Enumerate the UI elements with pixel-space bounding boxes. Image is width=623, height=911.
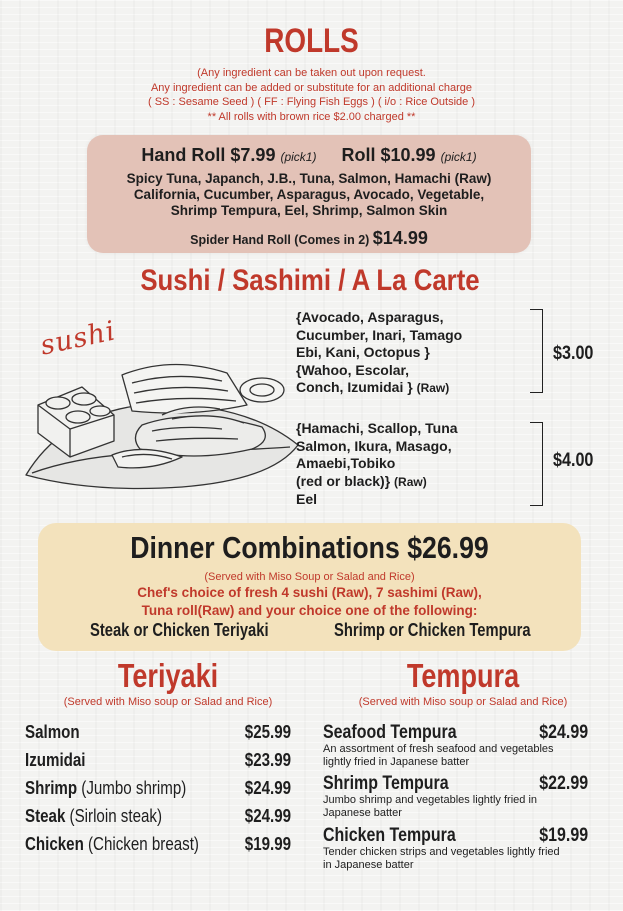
teriyaki-item-name: Shrimp (25, 778, 78, 798)
teriyaki-item-detail: (Jumbo shrimp) (77, 778, 187, 798)
teriyaki-item-detail: (Sirloin steak) (65, 806, 162, 826)
rolls-note: Any ingredient can be added or substitute for an additional charge (150, 81, 473, 94)
spider-price: $14.99 (372, 228, 428, 248)
sushi-group-line: Salmon, Ikura, Masago, (296, 437, 452, 454)
dinner-desc-line: Chef's choice of fresh 4 sushi (Raw), 7 sashimi (Raw), (137, 585, 482, 600)
rolls-notes (0, 66, 623, 124)
sushi-group-line: {Hamachi, Scallop, Tuna (296, 420, 458, 436)
roll-price: $10.99 (380, 145, 436, 165)
dinner-subtitle: (Served with Miso Soup or Salad and Rice) (204, 571, 415, 583)
dinner-option-2: Shrimp or Chicken Tempura (334, 620, 531, 640)
teriyaki-item-price: $23.99 (244, 750, 291, 770)
dinner-option-1: Steak or Chicken Teriyaki (90, 620, 269, 640)
sushi-group-line: Eel (296, 491, 318, 507)
price-bracket (530, 422, 543, 506)
hand-roll-header (87, 145, 531, 166)
teriyaki-item-price: $25.99 (244, 722, 291, 742)
roll-pick: (pick1) (440, 150, 477, 164)
teriyaki-item-name: Izumidai (25, 750, 86, 770)
roll-items (87, 171, 531, 219)
hand-roll-pick: (pick1) (280, 150, 317, 164)
dinner-title: Dinner Combinations $26.99 (130, 530, 489, 565)
teriyaki-item-price: $24.99 (244, 806, 291, 826)
tempura-item-name: Chicken Tempura (323, 825, 456, 846)
price-bracket (530, 309, 543, 393)
tempura-title: Tempura (406, 657, 520, 694)
rolls-note: ( SS : Sesame Seed ) ( FF : Flying Fish Eggs ) ( i/o : Rice Outside ) (147, 96, 476, 108)
teriyaki-item (25, 722, 291, 748)
rolls-note: (Any ingredient can be taken out upon request. (197, 67, 426, 79)
teriyaki-item-name: Chicken (25, 834, 84, 854)
teriyaki-item-price: $24.99 (244, 778, 291, 798)
sushi-group-line: Cucumber, Inari, Tamago (296, 326, 463, 343)
dinner-desc-line: Tuna roll(Raw) and your choice one of the following: (141, 603, 478, 618)
sushi-group-line: (red or black)} (296, 472, 391, 489)
tempura-subtitle: (Served with Miso soup or Salad and Rice) (358, 696, 568, 708)
teriyaki-item-detail: (Chicken breast) (83, 834, 199, 854)
sushi-group-line: Amaebi,Tobiko (296, 455, 396, 471)
teriyaki-item (25, 806, 291, 832)
sushi-script-label: sushi (37, 315, 119, 362)
rolls-note: ** All rolls with brown rice $2.00 charged ** (207, 110, 416, 123)
roll-items-line: Spicy Tuna, Japanch, J.B., Tuna, Salmon, Hamachi (Raw) (126, 171, 492, 186)
tempura-item-name: Seafood Tempura (323, 722, 457, 743)
teriyaki-item-name: Steak (25, 806, 66, 826)
teriyaki-item (25, 750, 291, 776)
hand-roll-price: $7.99 (230, 145, 276, 165)
dinner-description (38, 584, 581, 620)
tempura-item-price: $19.99 (539, 825, 588, 846)
tempura-item-name: Shrimp Tempura (323, 773, 449, 794)
sushi-group-2 (296, 420, 458, 509)
sushi-group-line: {Avocado, Asparagus, (296, 309, 444, 325)
tempura-item-price: $22.99 (539, 773, 588, 794)
rolls-title: ROLLS (264, 22, 359, 60)
raw-tag: (Raw) (394, 474, 427, 489)
sushi-group-line: Ebi, Kani, Octopus } (296, 344, 430, 360)
teriyaki-subtitle: (Served with Miso soup or Salad and Rice) (63, 696, 273, 708)
teriyaki-item-name: Salmon (25, 722, 80, 742)
roll-label: Roll (341, 145, 376, 165)
sushi-platter-illustration (22, 345, 302, 495)
teriyaki-item (25, 778, 291, 804)
tempura-item-desc: Jumbo shrimp and vegetables lightly fried in Japanese batter (323, 794, 538, 819)
spider-hand-roll (87, 228, 531, 249)
teriyaki-item (25, 834, 291, 860)
sushi-title: Sushi / Sashimi / A La Carte (140, 264, 480, 297)
roll-items-line: California, Cucumber, Asparagus, Avocado, Vegetable, (133, 187, 485, 202)
tempura-item-desc: Tender chicken strips and vegetables lightly fried in Japanese batter (323, 846, 560, 871)
sushi-group-1-price: $3.00 (553, 343, 594, 364)
tempura-item-desc: An assortment of fresh seafood and vegetables lightly fried in Japanese batter (323, 743, 554, 768)
hand-roll-label: Hand Roll (141, 145, 226, 165)
sushi-group-2-price: $4.00 (553, 450, 594, 471)
teriyaki-title: Teriyaki (117, 657, 219, 694)
tempura-item-price: $24.99 (539, 722, 588, 743)
raw-tag: (Raw) (416, 381, 450, 395)
sushi-group-1 (296, 309, 462, 398)
sushi-group-line: {Wahoo, Escolar, (296, 361, 410, 378)
roll-items-line: Shrimp Tempura, Eel, Shrimp, Salmon Skin (170, 203, 448, 218)
spider-label: Spider Hand Roll (Comes in 2) (190, 233, 370, 247)
sushi-group-line: Conch, Izumidai } (296, 379, 413, 395)
teriyaki-item-price: $19.99 (244, 834, 291, 854)
